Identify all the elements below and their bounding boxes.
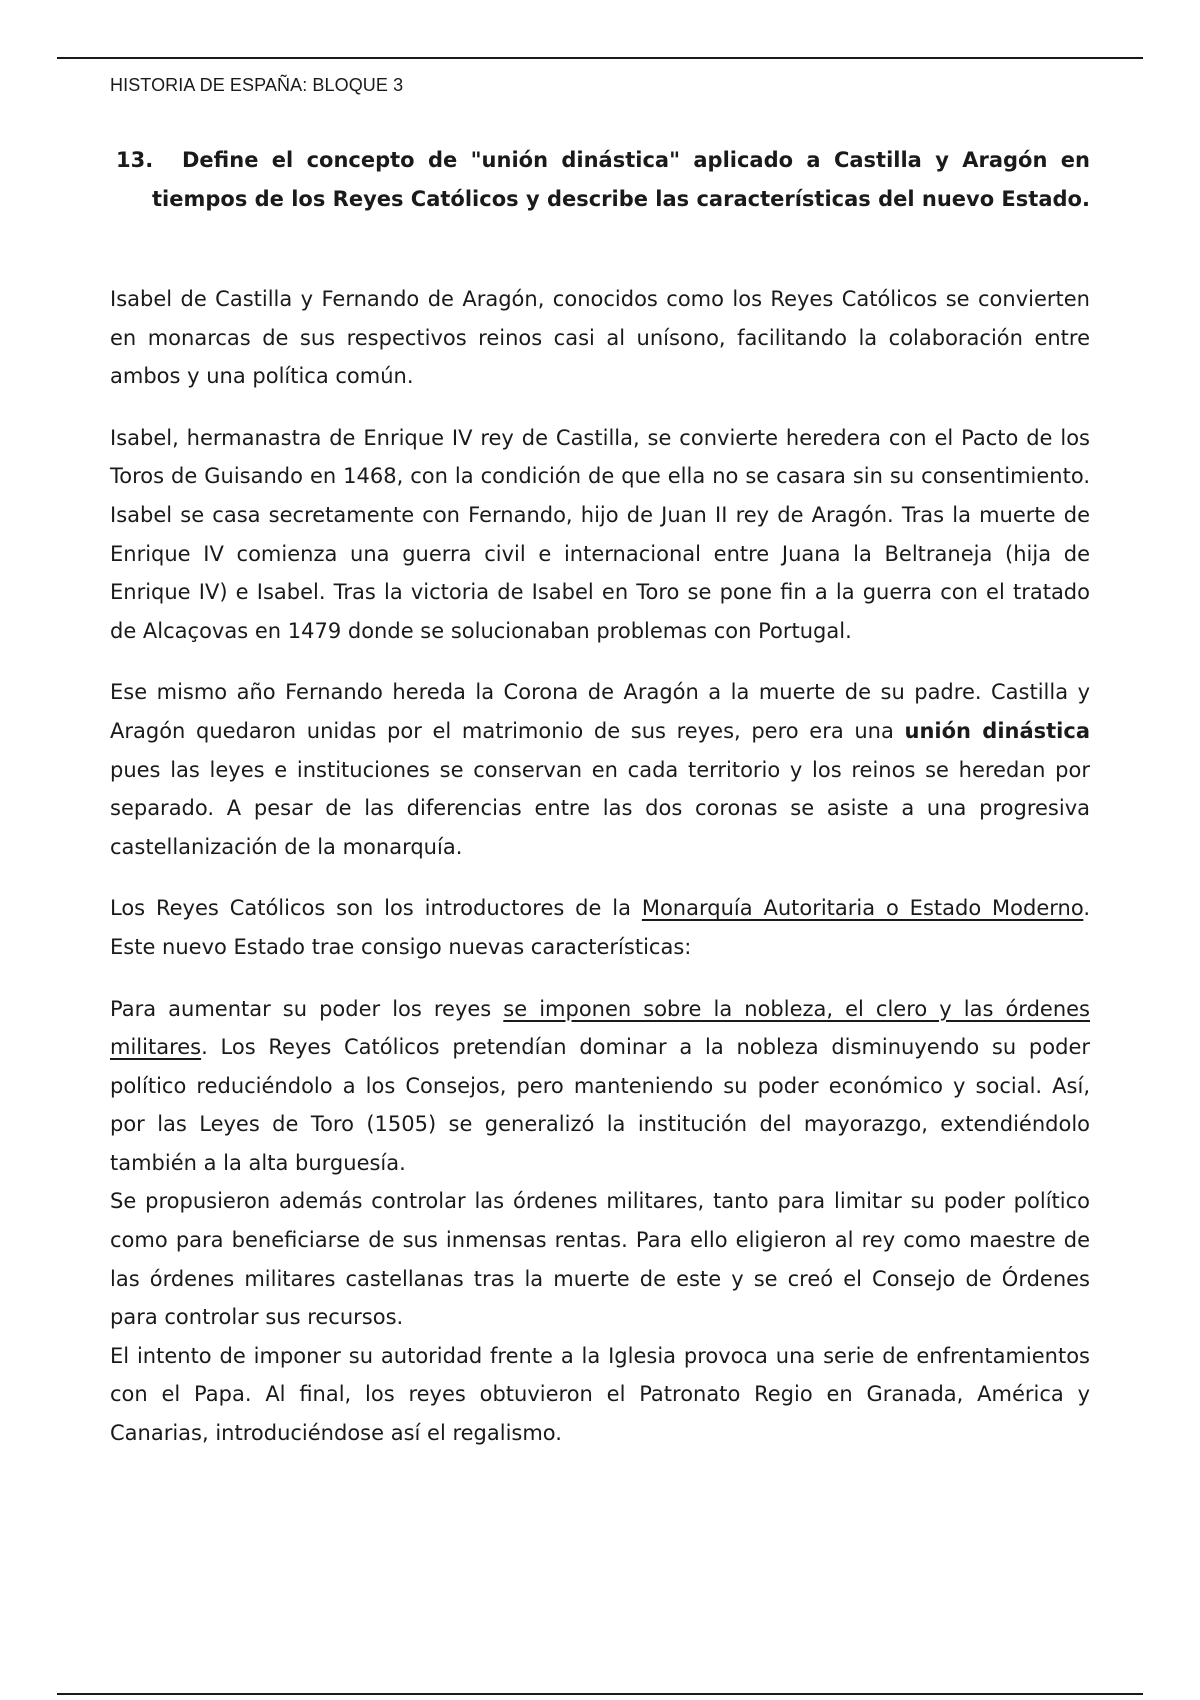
paragraph-2: Isabel, hermanastra de Enrique IV rey de Castilla, se convierte heredera con el Pacto de los Toros de Guisando en 1468, con la condición de que ella no se casara sin su consentimiento. Isabel se casa secretamente con Fernando, hijo de Juan II rey de Aragón. Tras la muerte de Enrique IV comienza una guerra civil e internacional entre Juana la Beltraneja (hija de Enrique IV) e Isabel. Tras la victoria de Isabel en Toro se pone fin a la guerra con el tratado de Alcaçovas en 1479 donde se solucionaban problemas con Portugal. bbox=[110, 425, 1090, 643]
paragraph-3-start: Ese mismo año Fernando hereda la Corona de Aragón a la muerte de su padre. Castilla y Aragón quedaron unidas por el matrimonio de sus reyes, pero era una bbox=[110, 680, 1090, 743]
paragraph-5 bbox=[110, 990, 1090, 1183]
question-heading bbox=[110, 141, 1090, 218]
paragraph-4-end: . Este nuevo Estado trae consigo nuevas características: bbox=[110, 896, 1090, 959]
paragraph-1: Isabel de Castilla y Fernando de Aragón, conocidos como los Reyes Católicos se convierten en monarcas de sus respectivos reinos casi al unísono, facilitando la colaboración entre ambos y una política común. bbox=[110, 287, 1090, 389]
paragraph-4 bbox=[110, 889, 1090, 966]
question-text: Define el concepto de "unión dinástica" aplicado a Castilla y Aragón en tiempos de los Reyes Católicos y describe las características del nuevo Estado. bbox=[152, 148, 1090, 211]
estado-moderno-term: Monarquía Autoritaria o Estado Moderno bbox=[641, 896, 1084, 921]
paragraph-4-start: Los Reyes Católicos son los introductores de la bbox=[110, 896, 642, 921]
header-rule bbox=[57, 57, 1143, 59]
union-dinastica-term: unión dinástica bbox=[904, 718, 1090, 743]
page-header: HISTORIA DE ESPAÑA: BLOQUE 3 bbox=[110, 75, 404, 95]
footer-rule bbox=[57, 1693, 1143, 1695]
paragraph-3-end: pues las leyes e instituciones se conservan en cada territorio y los reinos se heredan por separado. A pesar de las diferencias entre las dos coronas se asiste a una progresiva castellanización de la monarquía. bbox=[110, 757, 1090, 859]
paragraph-5-end: . Los Reyes Católicos pretendían dominar a la nobleza disminuyendo su poder político reduciéndolo a los Consejos, pero manteniendo su poder económico y social. Así, por las Leyes de Toro (1505) se generalizó la institución del mayorazgo, extendiéndolo también a la alta burguesía. bbox=[110, 1035, 1090, 1175]
paragraph-5-start: Para aumentar su poder los reyes bbox=[110, 996, 504, 1021]
paragraph-3 bbox=[110, 673, 1090, 866]
imponen-nobleza-term: se imponen sobre la nobleza, el clero y las órdenes militares bbox=[110, 996, 1090, 1060]
question-number: 13. bbox=[116, 148, 154, 172]
answer-body bbox=[110, 280, 1090, 1453]
paragraph-7: El intento de imponer su autoridad frente a la Iglesia provoca una serie de enfrentamientos con el Papa. Al final, los reyes obtuvieron el Patronato Regio en Granada, América y Canarias, introduciéndose así el regalismo. bbox=[110, 1343, 1090, 1446]
paragraph-6: Se propusieron además controlar las órdenes militares, tanto para limitar su poder político como para beneficiarse de sus inmensas rentas. Para ello eligieron al rey como maestre de las órdenes militares castellanas tras la muerte de este y se creó el Consejo de Órdenes para controlar sus recursos. bbox=[110, 1189, 1090, 1330]
